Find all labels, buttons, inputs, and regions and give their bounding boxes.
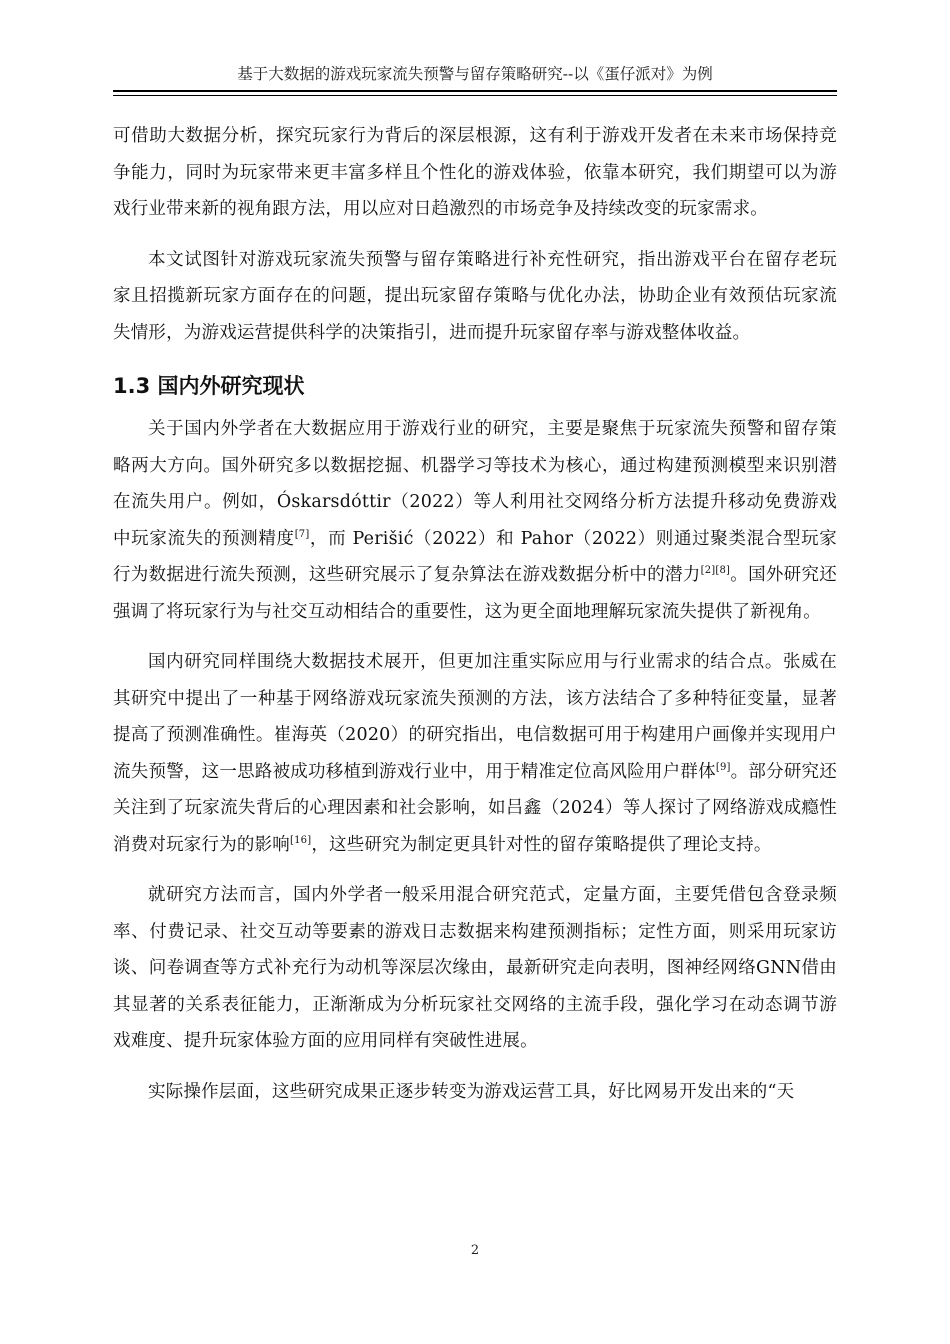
paragraph-practical-application: 实际操作层面，这些研究成果正逐步转变为游戏运营工具，好比网易开发出来的“天 (148, 1081, 795, 1102)
citation-ref: [2][8] (700, 565, 731, 576)
running-header: 基于大数据的游戏玩家流失预警与留存策略研究--以《蛋仔派对》为例 (237, 65, 713, 83)
paragraph-text: 国内研究同样围绕大数据技术展开，但更加注重实际应用与行业需求的结合点。张威在其研究中提出了一种基于网络游戏玩家流失预测的方法，该方法结合了多种特征变量，显著提高了预测准确性。崔海英（2020）的研究指出，电信数据可用于构建用户画像并实现用户流失预警，这一思路被成功移植到游戏行业中，用于精准定位高风险用户群体 (113, 652, 837, 782)
paragraph-research-methods: 就研究方法而言，国内外学者一般采用混合研究范式，定量方面，主要凭借包含登录频率、付费记录、社交互动等要素的游戏日志数据来构建预测指标；定性方面，则采用玩家访谈、问卷调查等方式补充行为动机等深层次缘由，最新研究走向表明，图神经网络GNN借由其显著的关系表征能力，正渐渐成为分析玩家社交网络的主流手段，强化学习在动态调节游戏难度、提升玩家体验方面的应用同样有突破性进展。 (113, 885, 837, 1051)
paragraph-foreign-research (113, 411, 837, 630)
header-rule-thick (113, 90, 837, 92)
paragraph-continuation: 可借助大数据分析，探究玩家行为背后的深层根源，这有利于游戏开发者在未来市场保持竞争能力，同时为玩家带来更丰富多样且个性化的游戏体验，依靠本研究，我们期望可以为游戏行业带来新的视角跟方法，用以应对日趋激烈的市场竞争及持续改变的玩家需求。 (113, 126, 837, 219)
page-number: 2 (470, 1243, 480, 1258)
paragraph-text: ，这些研究为制定更具针对性的留存策略提供了理论支持。 (311, 834, 772, 855)
paragraph-text: 。部分研究还关注到了玩家流失背后的心理因素和社会影响，如吕鑫（2024）等人探讨了网络游戏成瘾性消费对玩家行为的影响 (113, 761, 837, 855)
citation-ref: [16] (290, 834, 312, 846)
header-rule-thin (113, 95, 837, 96)
citation-ref: [9] (715, 761, 731, 773)
paragraph-research-aim: 本文试图针对游戏玩家流失预警与留存策略进行补充性研究，指出游戏平台在留存老玩家且招揽新玩家方面存在的问题，提出玩家留存策略与优化办法，协助企业有效预估玩家流失情形，为游戏运营提供科学的决策指引，进而提升玩家留存率与游戏整体收益。 (113, 249, 837, 343)
paragraph-domestic-research (113, 644, 837, 863)
paragraph-text: ，而 Perišić（2022）和 Pahor（2022）则通过聚类混合型玩家行为数据进行流失预测，这些研究展示了复杂算法在游戏数据分析中的潜力 (113, 528, 838, 585)
section-heading: 1.3 国内外研究现状 (113, 374, 305, 398)
page-body (113, 118, 837, 1124)
paragraph-text: 关于国内外学者在大数据应用于游戏行业的研究，主要是聚焦于玩家流失预警和留存策略两大方向。国外研究多以数据挖掘、机器学习等技术为核心，通过构建预测模型来识别潜在流失用户。例如，Óskarsdóttir（2022）等人利用社交网络分析方法提升移动免费游戏中玩家流失的预测精度 (113, 419, 837, 549)
paragraph-text: 。国外研究还强调了将玩家行为与社交互动相结合的重要性，这为更全面地理解玩家流失提供了新视角。 (113, 565, 837, 622)
citation-ref: [7] (294, 528, 310, 540)
